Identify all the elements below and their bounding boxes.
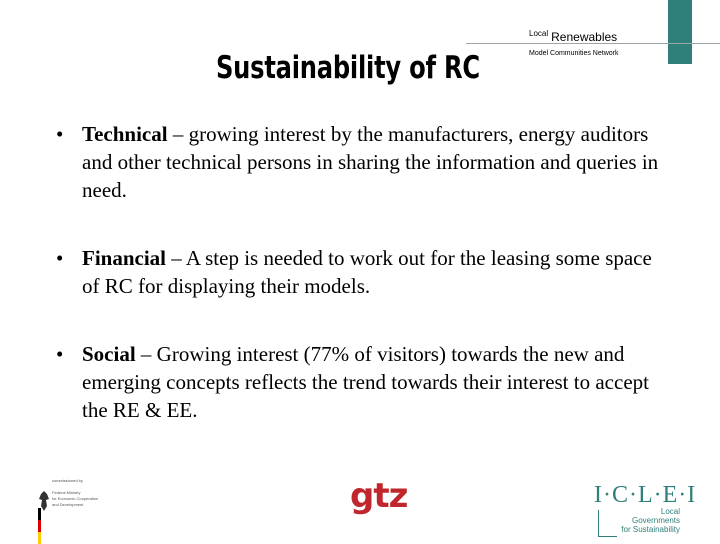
iclei-sub-line: Governments: [631, 516, 680, 525]
bullet-term: Social: [82, 342, 136, 366]
bullet-financial: [56, 244, 666, 300]
brand-local: Local: [529, 29, 549, 38]
bullet-marker: •: [56, 246, 64, 270]
gtz-logo: gtz: [350, 476, 408, 516]
bullet-text: – A step is needed to work out for the leasing some space of RC for displaying their models.: [82, 246, 652, 298]
iclei-subtitle: [620, 507, 680, 534]
flag-icon: [38, 508, 41, 544]
header-accent-bar: [668, 0, 692, 64]
bullet-marker: •: [56, 122, 64, 146]
brand-logo: [529, 28, 617, 46]
ministry-line: and Development: [52, 502, 84, 507]
ministry-line: Federal Ministry: [52, 490, 81, 495]
bullet-marker: •: [56, 342, 64, 366]
bullet-list: [56, 120, 666, 464]
bullet-social: [56, 340, 666, 424]
bullet-term: Technical: [82, 122, 168, 146]
ministry-line: commissioned by: [52, 478, 83, 483]
slide-title: Sustainability of RC: [216, 50, 480, 86]
ministry-line: for Economic Cooperation: [52, 496, 99, 501]
bullet-text: – Growing interest (77% of visitors) towards the new and emerging concepts reflects the trend towards their interest to accept the RE & EE.: [82, 342, 649, 422]
bullet-text: – growing interest by the manufacturers, energy auditors and other technical persons in sharing the information and queries in need.: [82, 122, 659, 202]
iclei-logo: I·C·L·E·I: [594, 482, 697, 508]
iclei-sub-line: for Sustainability: [621, 525, 680, 534]
network-subtitle: Model Communities Network: [529, 50, 619, 57]
iclei-sub-line: Local: [660, 507, 680, 516]
bullet-technical: [56, 120, 666, 204]
iclei-bracket: [598, 510, 617, 537]
brand-renewables: Renewables: [551, 30, 618, 44]
bullet-term: Financial: [82, 246, 167, 270]
